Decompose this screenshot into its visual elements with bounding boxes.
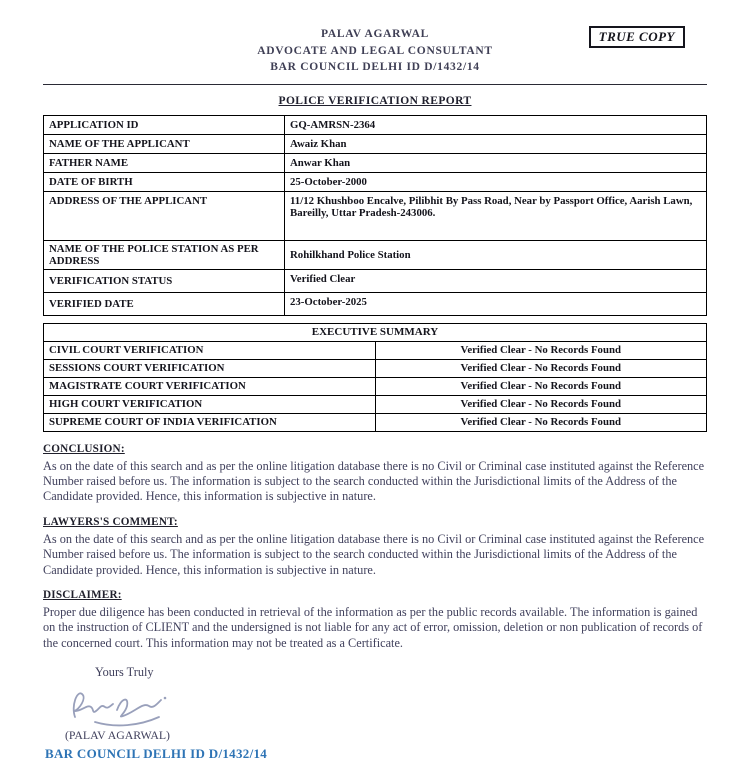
field-value: 11/12 Khushboo Encalve, Pilibhit By Pass Road, Near by Passport Office, Aarish Lawn, Bareilly, Uttar Pradesh-243006. bbox=[285, 191, 707, 240]
header-divider bbox=[43, 84, 707, 85]
conclusion-text: As on the date of this search and as per the online litigation database there is no Civil or Criminal case instituted against the Reference Number raised before us. The information is subject to the search conducted within the Jurisdictional limits of the Address of the Candidate provided. Hence, this information is subjective in nature. bbox=[43, 458, 705, 504]
table-row-address bbox=[44, 191, 707, 240]
summary-row-magistrate-court bbox=[44, 377, 707, 395]
disclaimer-heading: DISCLAIMER: bbox=[43, 588, 122, 601]
table-row-application-id bbox=[44, 115, 707, 134]
table-row-father-name bbox=[44, 153, 707, 172]
summary-label: HIGH COURT VERIFICATION bbox=[44, 395, 376, 413]
advocate-designation: ADVOCATE AND LEGAL CONSULTANT bbox=[257, 44, 493, 57]
table-row-verification-status bbox=[44, 269, 707, 292]
lawyers-comment-heading: LAWYERS'S COMMENT: bbox=[43, 515, 178, 528]
closing-salutation: Yours Truly bbox=[95, 665, 154, 680]
table-row-police-station bbox=[44, 240, 707, 269]
summary-label: CIVIL COURT VERIFICATION bbox=[44, 341, 376, 359]
field-label: FATHER NAME bbox=[44, 153, 285, 172]
field-value: Awaiz Khan bbox=[285, 134, 707, 153]
field-label: ADDRESS OF THE APPLICANT bbox=[44, 191, 285, 240]
field-label: NAME OF THE POLICE STATION AS PER ADDRESS bbox=[44, 240, 285, 269]
signature bbox=[65, 684, 707, 728]
advocate-name: PALAV AGARWAL bbox=[320, 28, 430, 40]
disclaimer-text: Proper due diligence has been conducted in retrieval of the information as per the public records available. The information is gained on the instruction of CLIENT and the undersigned is not liable for any act of error, omission, deletion or non publication of records of the concerned court. This information may not be treated as a Certificate. bbox=[43, 604, 703, 650]
table-row-verified-date bbox=[44, 292, 707, 315]
table-row-date-of-birth bbox=[44, 172, 707, 191]
section-lawyers-comment bbox=[43, 516, 707, 578]
advocate-bar-id: BAR COUNCIL DELHI ID D/1432/14 bbox=[270, 61, 480, 73]
field-label: APPLICATION ID bbox=[44, 115, 285, 134]
field-value: Rohilkhand Police Station bbox=[285, 240, 707, 269]
executive-summary-table bbox=[43, 323, 707, 432]
summary-title-row bbox=[44, 323, 707, 341]
conclusion-heading: CONCLUSION: bbox=[43, 442, 125, 455]
summary-value: Verified Clear - No Records Found bbox=[375, 359, 707, 377]
summary-row-sessions-court bbox=[44, 359, 707, 377]
table-row-applicant-name bbox=[44, 134, 707, 153]
summary-value: Verified Clear - No Records Found bbox=[375, 395, 707, 413]
section-disclaimer bbox=[43, 589, 707, 651]
field-value: GQ-AMRSN-2364 bbox=[285, 115, 707, 134]
field-value: 23-October-2025 bbox=[285, 292, 707, 315]
lawyers-comment-text: As on the date of this search and as per the online litigation database there is no Civil or Criminal case instituted against the Reference Number raised before us. The information is subject to the search conducted within the Jurisdictional limits of the Address of the Candidate provided. Hence, this information is subjective in nature. bbox=[43, 531, 705, 577]
field-label: NAME OF THE APPLICANT bbox=[44, 134, 285, 153]
summary-value: Verified Clear - No Records Found bbox=[375, 413, 707, 431]
summary-row-high-court bbox=[44, 395, 707, 413]
field-value: Verified Clear bbox=[285, 269, 707, 292]
summary-row-civil-court bbox=[44, 341, 707, 359]
summary-value: Verified Clear - No Records Found bbox=[375, 341, 707, 359]
true-copy-stamp: TRUE COPY bbox=[589, 26, 685, 48]
signatory-name: (PALAV AGARWAL) bbox=[65, 728, 170, 743]
footer-bar-council-id: BAR COUNCIL DELHI ID D/1432/14 bbox=[45, 746, 268, 762]
applicant-details-table bbox=[43, 115, 707, 316]
field-label: DATE OF BIRTH bbox=[44, 172, 285, 191]
summary-label: SESSIONS COURT VERIFICATION bbox=[44, 359, 376, 377]
summary-label: SUPREME COURT OF INDIA VERIFICATION bbox=[44, 413, 376, 431]
signature-scribble bbox=[65, 684, 183, 728]
summary-label: MAGISTRATE COURT VERIFICATION bbox=[44, 377, 376, 395]
field-label: VERIFIED DATE bbox=[44, 292, 285, 315]
report-title: POLICE VERIFICATION REPORT bbox=[278, 94, 472, 107]
executive-summary-title: EXECUTIVE SUMMARY bbox=[44, 323, 707, 341]
field-label: VERIFICATION STATUS bbox=[44, 269, 285, 292]
field-value: 25-October-2000 bbox=[285, 172, 707, 191]
field-value: Anwar Khan bbox=[285, 153, 707, 172]
summary-row-supreme-court bbox=[44, 413, 707, 431]
summary-value: Verified Clear - No Records Found bbox=[375, 377, 707, 395]
section-conclusion bbox=[43, 443, 707, 505]
